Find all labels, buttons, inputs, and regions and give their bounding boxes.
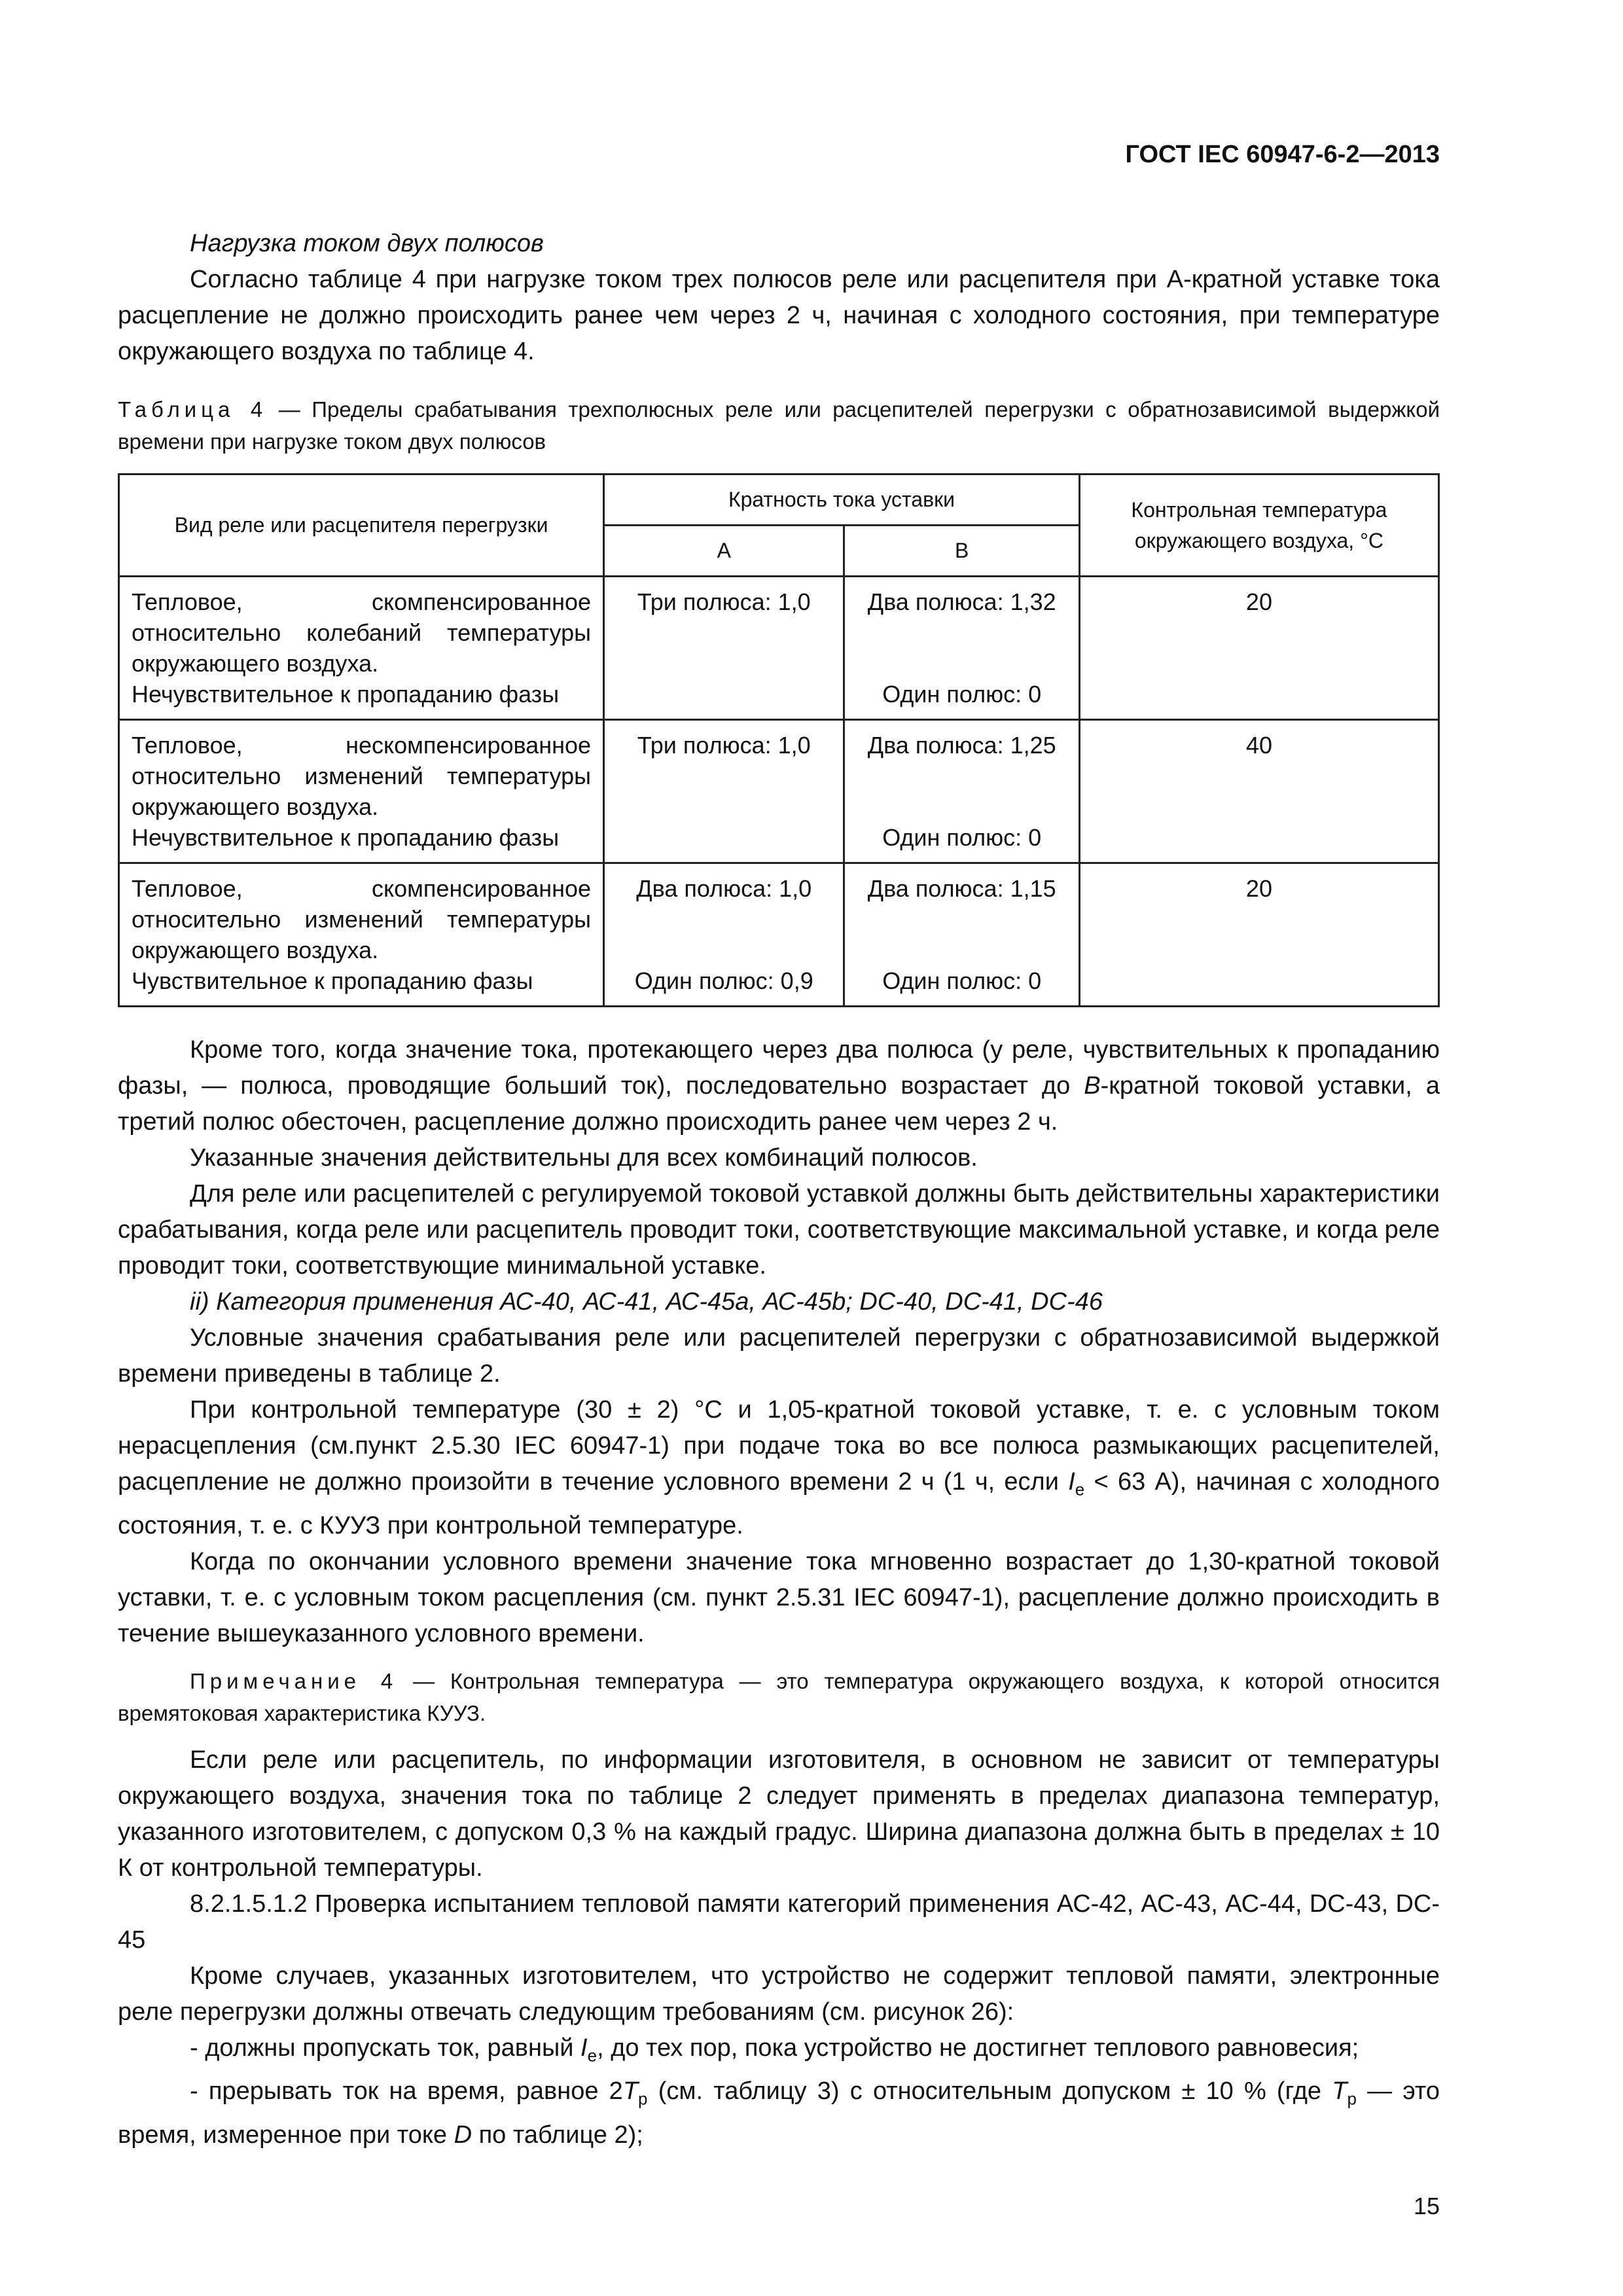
row-temp-value: 20 xyxy=(1245,588,1272,615)
body-paragraph: Указанные значения действительны для всех комбинаций полюсов. xyxy=(190,1144,978,1172)
table-caption-text: — Пределы срабатывания трехполюсных реле или расцепителей перегрузки с обратнозависимой выдержкой времени при нагрузке током двух полюсов xyxy=(118,397,1440,454)
row-a-value-2: Один полюс: 0,9 xyxy=(634,967,813,994)
row-type-phase: Нечувствительное к пропаданию фазы xyxy=(132,824,560,851)
row-a-value: Три полюса: 1,0 xyxy=(637,732,811,759)
document-id: ГОСТ IEC 60947-6-2—2013 xyxy=(1125,141,1440,168)
note-text: — Контрольная температура — это температура окружающего воздуха, к которой относится времятоковая характеристика КУУЗ. xyxy=(118,1668,1440,1725)
list-item: - должны пропускать ток, равный $I_e$, до тех пор, пока устройство не достигнет теплового равновесия; xyxy=(190,2034,1359,2066)
body-paragraph: Когда по окончании условного времени значение тока мгновенно возрастает до 1,30-кратной токовой уставки, т. е. с условным током расцепления (см. пункт 2.5.31 IEC 60947-1), расцепление должно происходить в течение вышеуказанного условного времени. xyxy=(118,1547,1440,1647)
table-caption xyxy=(118,393,1440,457)
body-paragraph: Условные значения срабатывания реле или расцепителей перегрузки с обратнозависимой выдержкой времени приведены в таблице 2. xyxy=(118,1324,1440,1388)
row-b-value-2: Один полюс: 0 xyxy=(882,824,1042,851)
limits-table xyxy=(118,473,1440,1007)
header-temperature: Контрольная температура окружающего воздуха, °С xyxy=(1079,475,1438,577)
header-current-ratio: Кратность тока уставки xyxy=(604,475,1080,526)
row-a-value: Два полюса: 1,0 xyxy=(636,875,812,902)
table-row xyxy=(119,863,1439,1007)
row-type-desc: Тепловое, скомпенсированное относительно колебаний температуры окружающего воздуха. xyxy=(132,588,592,677)
row-type-desc: Тепловое, скомпенсированное относительно изменений температуры окружающего воздуха. xyxy=(132,875,592,963)
row-type-desc: Тепловое, нескомпенсированное относительно изменений температуры окружающего воздуха. xyxy=(132,732,592,820)
row-b-value-2: Один полюс: 0 xyxy=(882,681,1042,708)
body-paragraph: Кроме случаев, указанных изготовителем, что устройство не содержит тепловой памяти, электронные реле перегрузки должны отвечать следующим требованиям (см. рисунок 26): xyxy=(118,1962,1440,2026)
row-type-phase: Чувствительное к пропаданию фазы xyxy=(132,967,533,994)
body-paragraph: Если реле или расцепитель, по информации изготовителя, в основном не зависит от температуры окружающего воздуха, значения тока по таблице 2 следует применять в пределах диапазона температур, указанного изготовителем, с допуском 0,3 % на каждый градус. Ширина диапазона должна быть в пределах ± 10 К от контрольной температуры. xyxy=(118,1746,1440,1882)
body-paragraph: При контрольной температуре (30 ± 2) °С и 1,05-кратной токовой уставке, т. е. с условным током нерасцепления (см.пункт 2.5.30 IEC 60947-1) при подаче тока во все полюса размыкающих расцепителей, расцепление не должно произойти в течение условного времени 2 ч (1 ч, если $I_e < 63$ А), начиная с холодного состояния, т. е. с КУУЗ при контрольной температуре. xyxy=(118,1396,1440,1539)
document-page xyxy=(118,141,1440,2153)
row-a-value: Три полюса: 1,0 xyxy=(637,588,811,615)
row-temp-value: 40 xyxy=(1245,732,1272,759)
subsection-heading: ii) Категория применения АС-40, АС-41, АС-45а, АС-45b; DC-40, DC-41, DC-46 xyxy=(190,1288,1103,1316)
section-heading: Нагрузка током двух полюсов xyxy=(190,230,544,257)
note-label: Примечание 4 xyxy=(190,1668,398,1693)
document-header xyxy=(118,141,1440,226)
clause-heading: 8.2.1.5.1.2 Проверка испытанием тепловой памяти категорий применения АС-42, АС-43, АС-44, DC-43, DC-45 xyxy=(118,1890,1440,1954)
row-type-phase: Нечувствительное к пропаданию фазы xyxy=(132,681,560,708)
header-col-b: B xyxy=(844,526,1079,577)
table-caption-label: Таблица 4 xyxy=(118,397,268,422)
row-b-value: Два полюса: 1,25 xyxy=(867,732,1056,759)
table-row xyxy=(119,577,1439,720)
body-paragraph: Кроме того, когда значение тока, протекающего через два полюса (у реле, чувствительных к пропаданию фазы, — полюса, проводящие больший ток), последовательно возрастает до В-кратной токовой уставки, а третий полюс обесточен, расцепление должно происходить ранее чем через 2 ч. xyxy=(118,1036,1440,1136)
row-b-value: Два полюса: 1,32 xyxy=(867,588,1056,615)
header-relay-type: Вид реле или расцепителя перегрузки xyxy=(119,475,604,577)
list-item: - прерывать ток на время, равное $2T_p$ (см. таблицу 3) с относительным допуском ± 10 % (где $T_p$ — это время, измеренное при токе D по таблице 2); xyxy=(118,2077,1440,2149)
row-temp-value: 20 xyxy=(1245,875,1272,902)
note xyxy=(118,1665,1440,1729)
page-number: 15 xyxy=(1413,2193,1440,2219)
body-paragraph: Для реле или расцепителей с регулируемой токовой уставкой должны быть действительны характеристики срабатывания, когда реле или расцепитель проводит токи, соответствующие максимальной уставке, и когда реле проводит токи, соответствующие минимальной уставке. xyxy=(118,1180,1440,1280)
row-b-value-2: Один полюс: 0 xyxy=(882,967,1042,994)
intro-paragraph: Согласно таблице 4 при нагрузке током трех полюсов реле или расцепителя при А-кратной уставке тока расцепление не должно происходить ранее чем через 2 ч, начиная с холодного состояния, при температуре окружающего воздуха по таблице 4. xyxy=(118,266,1440,365)
row-b-value: Два полюса: 1,15 xyxy=(867,875,1056,902)
table-row xyxy=(119,720,1439,863)
header-col-a: A xyxy=(604,526,844,577)
